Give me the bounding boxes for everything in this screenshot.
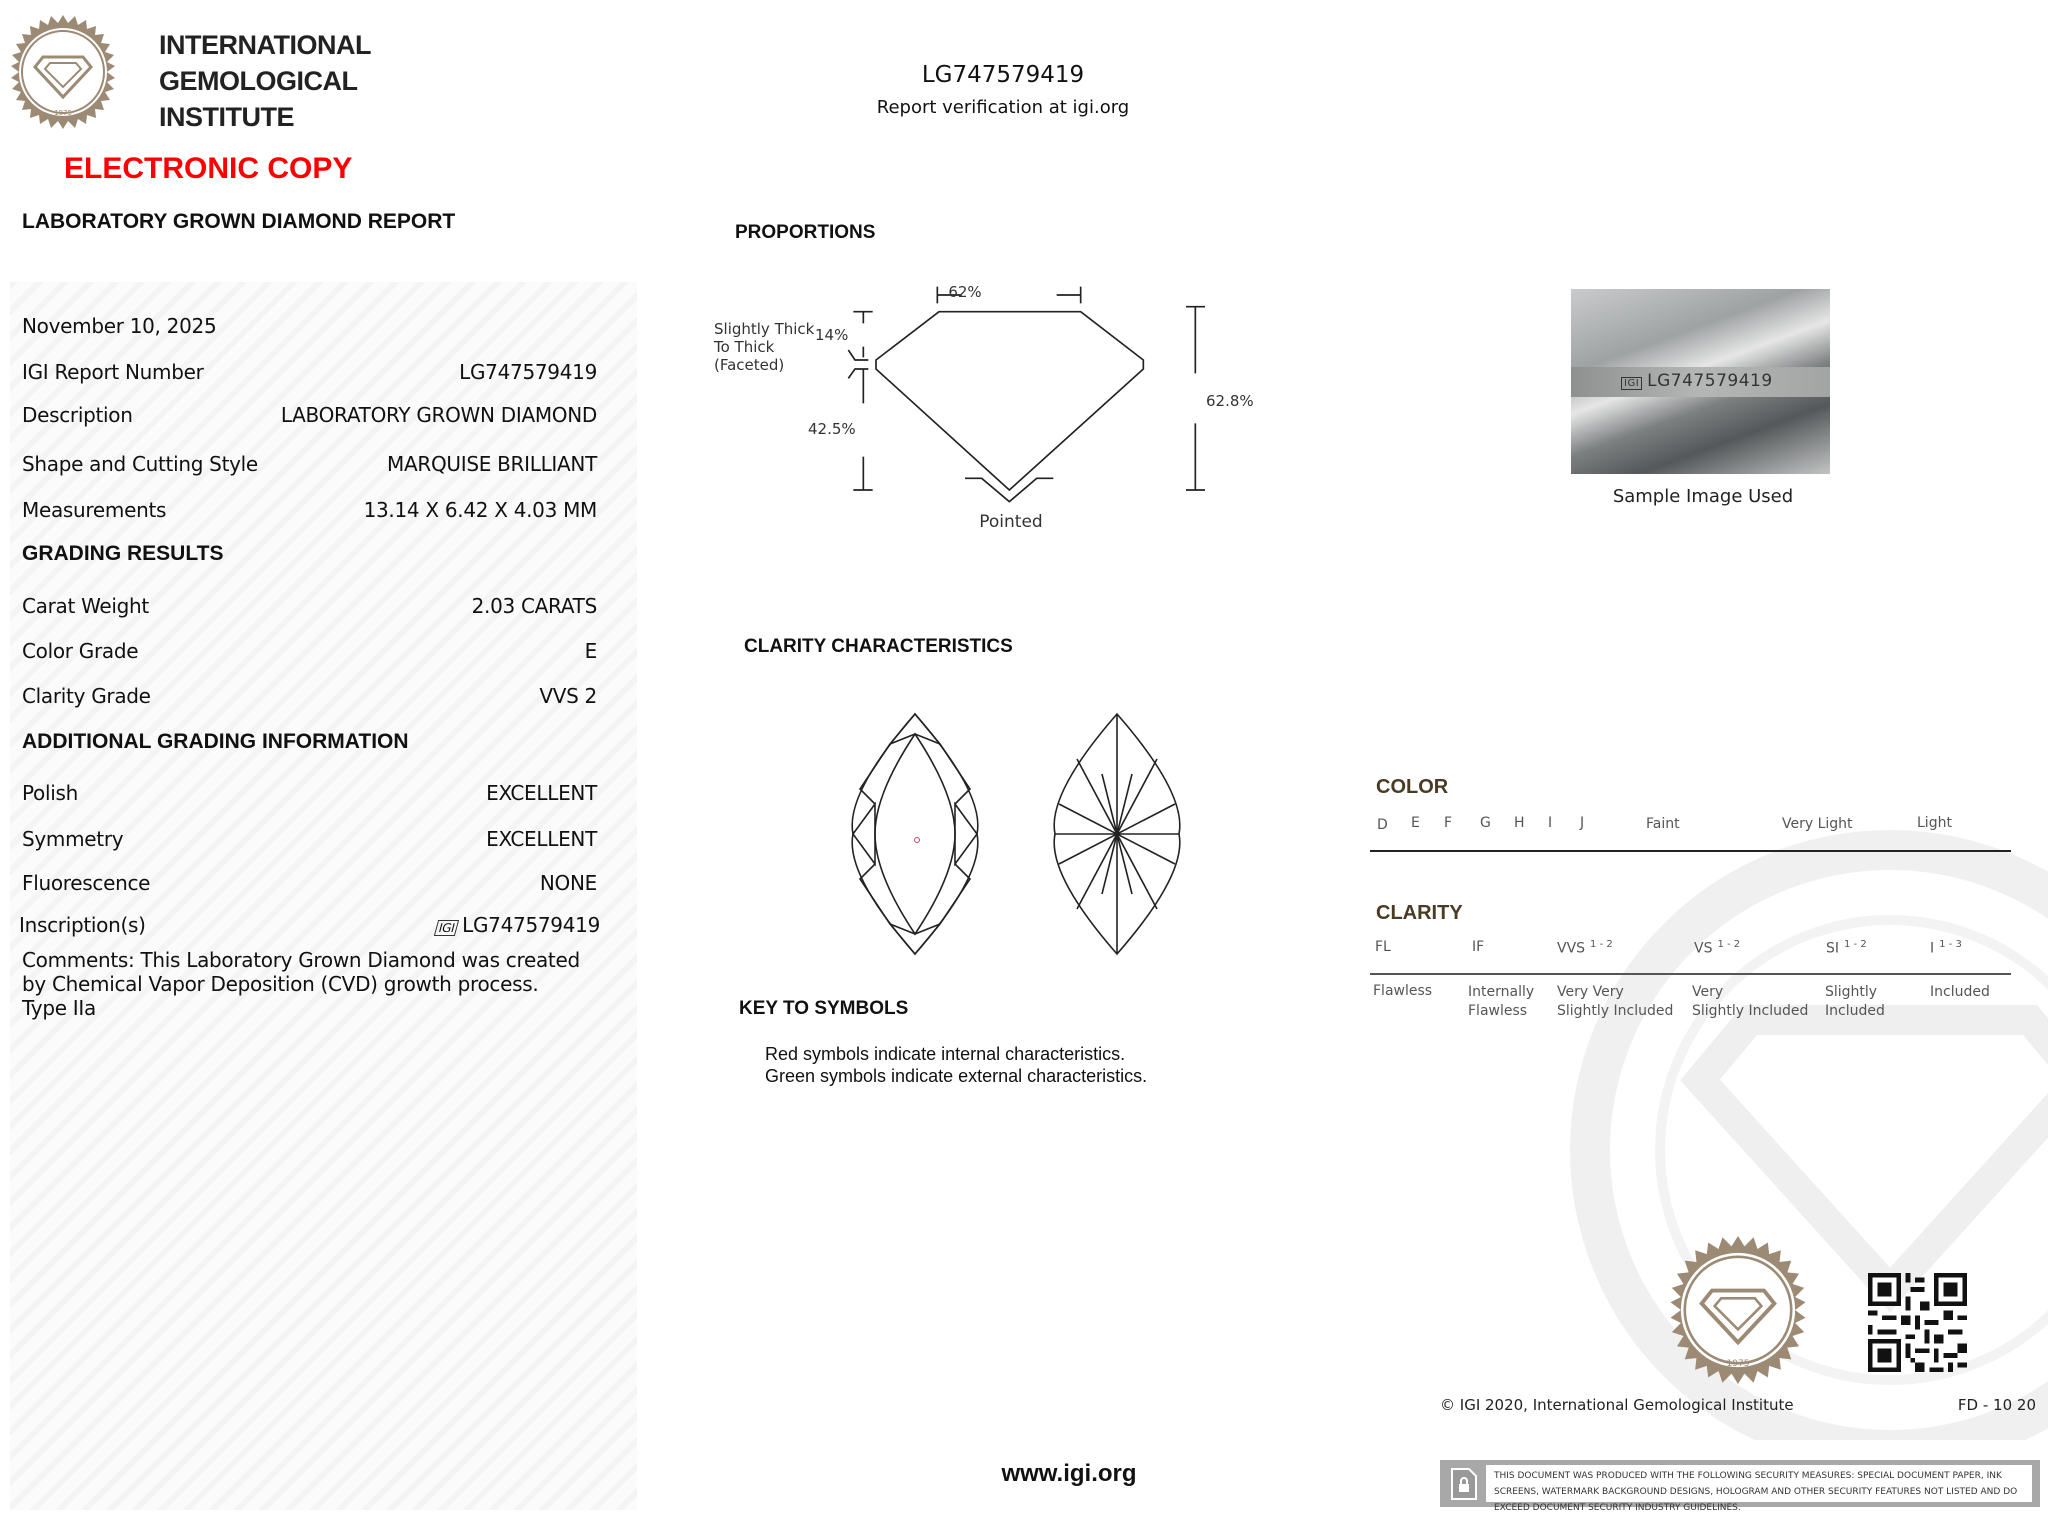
proportions-heading: PROPORTIONS — [735, 222, 876, 243]
grading-row-carat — [22, 594, 597, 624]
desc-line: Very — [1692, 984, 1724, 1000]
row-value: LG747579419 — [459, 360, 597, 384]
lock-document-icon — [1450, 1468, 1478, 1500]
desc-line: Included — [1825, 1003, 1885, 1019]
row-value: EXCELLENT — [486, 827, 597, 851]
row-value: NONE — [539, 871, 597, 895]
seal-year: 1975 — [1726, 1358, 1750, 1369]
row-value: E — [584, 639, 597, 663]
desc-line: Flawless — [1468, 1003, 1528, 1019]
row-value: LG747579419 — [462, 913, 600, 937]
report-row-description — [22, 403, 597, 433]
org-name-line-2: GEMOLOGICAL — [159, 66, 358, 96]
girdle-line: (Faceted) — [714, 356, 785, 374]
clarity-scale-line — [1370, 973, 2011, 975]
desc-line: Slightly Included — [1557, 1003, 1674, 1019]
row-value: 13.14 X 6.42 X 4.03 MM — [363, 498, 597, 522]
girdle-description — [714, 320, 814, 374]
clarity-desc-vs — [1692, 983, 1808, 1021]
org-name-line-1: INTERNATIONAL — [159, 30, 371, 60]
grade-code: FL — [1375, 939, 1391, 955]
igi-seal-logo-icon — [6, 15, 120, 129]
color-grade-faint: Faint — [1646, 816, 1680, 832]
grade-code: IF — [1472, 939, 1485, 955]
key-to-symbols-text — [765, 1043, 1147, 1087]
color-grade-j: J — [1580, 815, 1585, 831]
marquise-pavilion-plot — [1052, 712, 1182, 956]
desc-line: Very Very — [1557, 984, 1624, 1000]
diamond-profile-outline — [876, 312, 1143, 490]
clarity-grade-i — [1930, 939, 1962, 957]
color-grade-light: Light — [1917, 815, 1952, 831]
row-label: Measurements — [22, 498, 167, 522]
igi-hologram-seal-icon — [1664, 1236, 1812, 1384]
row-label: Description — [22, 403, 133, 427]
inscription-value-group — [436, 913, 600, 937]
row-label: Symmetry — [22, 827, 124, 851]
row-value: LABORATORY GROWN DIAMOND — [280, 403, 597, 427]
sample-inscription-text-group — [1621, 371, 1773, 391]
row-label: Shape and Cutting Style — [22, 452, 258, 476]
row-label: Color Grade — [22, 639, 139, 663]
desc-line: Flawless — [1373, 983, 1433, 999]
grade-range: 1 - 2 — [1844, 939, 1867, 950]
proportions-diagram — [700, 270, 1300, 550]
key-to-symbols-heading: KEY TO SYMBOLS — [739, 998, 909, 1019]
row-label: Carat Weight — [22, 594, 149, 618]
sample-inscription-image — [1571, 289, 1830, 474]
sample-inscription-text: LG747579419 — [1647, 371, 1773, 391]
pavilion-percentage: 42.5% — [808, 420, 856, 438]
grade-code: SI — [1826, 940, 1840, 957]
color-scale-heading: COLOR — [1376, 776, 1449, 798]
girdle-line: Slightly Thick — [714, 320, 815, 338]
igi-logo-icon: IGI — [1621, 377, 1642, 390]
desc-line: Included — [1930, 984, 1990, 1000]
pavilion-dimension-line — [853, 369, 872, 490]
grading-row-clarity — [22, 684, 597, 714]
electronic-copy-label: ELECTRONIC COPY — [64, 152, 353, 185]
depth-percentage: 62.8% — [1206, 392, 1254, 410]
color-grade-i: I — [1548, 815, 1553, 831]
color-grade-h: H — [1514, 815, 1525, 831]
clarity-desc-if — [1468, 983, 1534, 1021]
report-row-shape — [22, 452, 597, 482]
key-line-external: Green symbols indicate external characteristics. — [765, 1066, 1148, 1086]
row-label: IGI Report Number — [22, 360, 204, 384]
grade-range: 1 - 2 — [1590, 939, 1613, 950]
copyright-text: © IGI 2020, International Gemological Institute — [1440, 1396, 1794, 1414]
report-title: LABORATORY GROWN DIAMOND REPORT — [22, 210, 456, 233]
color-grade-e: E — [1411, 815, 1420, 831]
igi-logo-icon: IGI — [433, 920, 459, 936]
diamond-type: Type IIa — [22, 996, 96, 1020]
row-value: MARQUISE BRILLIANT — [387, 452, 597, 476]
grade-code: I — [1930, 940, 1935, 957]
desc-line: Slightly Included — [1692, 1003, 1809, 1019]
clarity-desc-vvs — [1557, 983, 1673, 1021]
form-code: FD - 10 20 — [1957, 1396, 2036, 1414]
report-number-header: LG747579419 — [921, 62, 1085, 88]
report-row-measurements — [22, 498, 597, 528]
additional-info-heading: ADDITIONAL GRADING INFORMATION — [22, 730, 409, 753]
qr-code[interactable] — [1868, 1273, 1967, 1372]
depth-dimension-line — [1186, 307, 1205, 490]
color-scale-line — [1370, 850, 2011, 852]
culet-label: Pointed — [979, 512, 1043, 532]
clarity-desc-i — [1930, 983, 1990, 1002]
grade-code: VS — [1694, 940, 1713, 957]
grade-range: 1 - 3 — [1939, 939, 1962, 950]
clarity-characteristics-heading: CLARITY CHARACTERISTICS — [744, 636, 1013, 657]
comments-block — [22, 948, 602, 1020]
girdle-indicator — [848, 350, 868, 378]
additional-row-inscription — [19, 913, 600, 943]
clarity-desc-si — [1825, 983, 1885, 1021]
row-value: VVS 2 — [539, 684, 597, 708]
row-value: 2.03 CARATS — [471, 594, 597, 618]
row-label: Clarity Grade — [22, 684, 151, 708]
grading-results-heading: GRADING RESULTS — [22, 542, 224, 565]
seal-year: 1975 — [54, 109, 72, 117]
security-notice-bar — [1440, 1460, 2040, 1513]
row-label: Fluorescence — [22, 871, 151, 895]
comments-text: Comments: This Laboratory Grown Diamond was created by Chemical Vapor Deposition (CVD) growth process. — [22, 948, 580, 996]
clarity-scale-heading: CLARITY — [1376, 902, 1463, 924]
color-grade-d: D — [1377, 817, 1388, 833]
crown-dimension-line — [853, 312, 872, 358]
clarity-grade-si — [1826, 939, 1867, 957]
color-grade-g: G — [1480, 815, 1491, 831]
org-name-line-3: INSTITUTE — [159, 102, 294, 132]
row-label: Inscription(s) — [19, 913, 146, 937]
desc-line: Internally — [1468, 984, 1535, 1000]
clarity-grade-vvs — [1557, 939, 1613, 957]
clarity-grade-fl — [1375, 939, 1391, 955]
grade-range: 1 - 2 — [1717, 939, 1741, 950]
clarity-grade-vs — [1694, 939, 1740, 957]
key-line-internal: Red symbols indicate internal characteristics. — [765, 1044, 1126, 1064]
row-value: EXCELLENT — [486, 781, 597, 805]
grade-code: VVS — [1557, 940, 1586, 957]
color-grade-f: F — [1444, 815, 1453, 831]
table-percentage: 62% — [948, 283, 982, 301]
crown-percentage: 14% — [815, 326, 849, 344]
report-row-number — [22, 360, 597, 390]
security-notice-text: THIS DOCUMENT WAS PRODUCED WITH THE FOLLOWING SECURITY MEASURES: SPECIAL DOCUMENT PAPER, INK SCREENS, WATERMARK BACKGROUND DESIGNS, HOLOGRAM AND OTHER SECURITY FEATURES NOT LISTED AND DO EXCEED DOCUMENT SECURITY INDUSTRY GUIDELINES. — [1486, 1465, 2032, 1502]
clarity-grade-if — [1472, 939, 1484, 955]
desc-line: Slightly — [1825, 984, 1878, 1000]
marquise-crown-plot — [850, 712, 980, 956]
additional-row-symmetry — [22, 827, 597, 857]
inclusion-marker-icon — [915, 838, 920, 843]
row-label: Polish — [22, 781, 78, 805]
verification-link[interactable]: Report verification at igi.org — [876, 97, 1130, 118]
color-grade-very-light: Very Light — [1782, 816, 1853, 832]
girdle-line: To Thick — [714, 338, 775, 356]
additional-row-polish — [22, 781, 597, 811]
grading-row-color — [22, 639, 597, 669]
clarity-desc-fl — [1373, 982, 1432, 1001]
additional-row-fluorescence — [22, 871, 597, 901]
date-value: November 10, 2025 — [22, 314, 217, 338]
report-date — [22, 314, 597, 344]
website-link[interactable]: www.igi.org — [1001, 1460, 1137, 1487]
sample-image-caption: Sample Image Used — [1612, 486, 1794, 507]
